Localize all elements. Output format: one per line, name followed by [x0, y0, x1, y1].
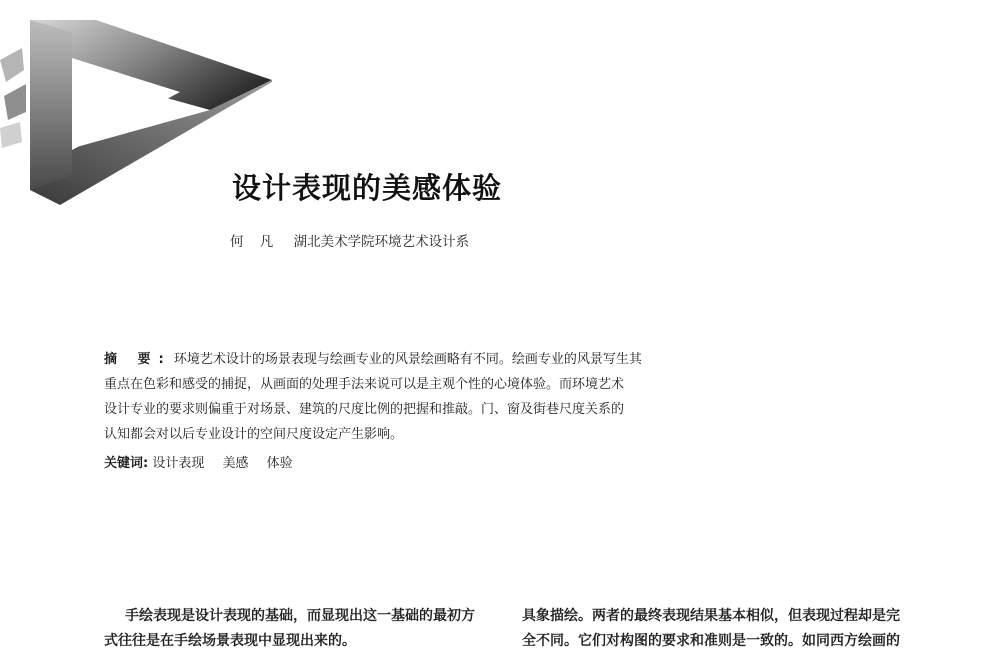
keyword: 体验 [266, 456, 293, 471]
body-left-column [104, 604, 496, 654]
logo-fragment [4, 84, 26, 120]
article-title: 设计表现的美感体验 [232, 171, 503, 205]
abstract-label: 摘 要: [104, 352, 172, 367]
logo-fragment [0, 122, 22, 148]
abstract [104, 347, 660, 447]
keyword: 美感 [222, 456, 249, 471]
abstract-line: 认知都会对以后专业设计的空间尺度设定产生影响。 [104, 427, 404, 442]
body-right-column [522, 604, 922, 654]
abstract-line: 重点在色彩和感受的捕捉，从画面的处理手法来说可以是主观个性的心境体验。而环境艺术 [104, 377, 625, 392]
body-line: 全不同。它们对构图的要求和准则是一致的。如同西方绘画的 [522, 633, 900, 649]
abstract-line: 摘 要: 环境艺术设计的场景表现与绘画专业的风景绘画略有不同。绘画专业的风景写生其 [104, 352, 642, 367]
body-line: 具象描绘。两者的最终表现结果基本相似，但表现过程却是完 [522, 608, 900, 624]
abstract-line: 设计专业的要求则偏重于对场景、建筑的尺度比例的把握和推敲。门、窗及街巷尺度关系的 [104, 402, 625, 417]
author-affiliation: 湖北美术学院环境艺术设计系 [293, 234, 470, 250]
author-name: 何 凡 [230, 234, 280, 250]
body-line: 式往往是在手绘场景表现中显现出来的。 [104, 633, 356, 649]
logo-left-band [30, 20, 72, 190]
keywords-label: 关键词: [104, 456, 149, 471]
logo-fragment [0, 48, 24, 82]
body-line: 手绘表现是设计表现的基础，而显现出这一基础的最初方 [125, 608, 475, 624]
author-line [230, 230, 469, 250]
keyword: 设计表现 [152, 456, 205, 471]
keywords [104, 452, 307, 471]
